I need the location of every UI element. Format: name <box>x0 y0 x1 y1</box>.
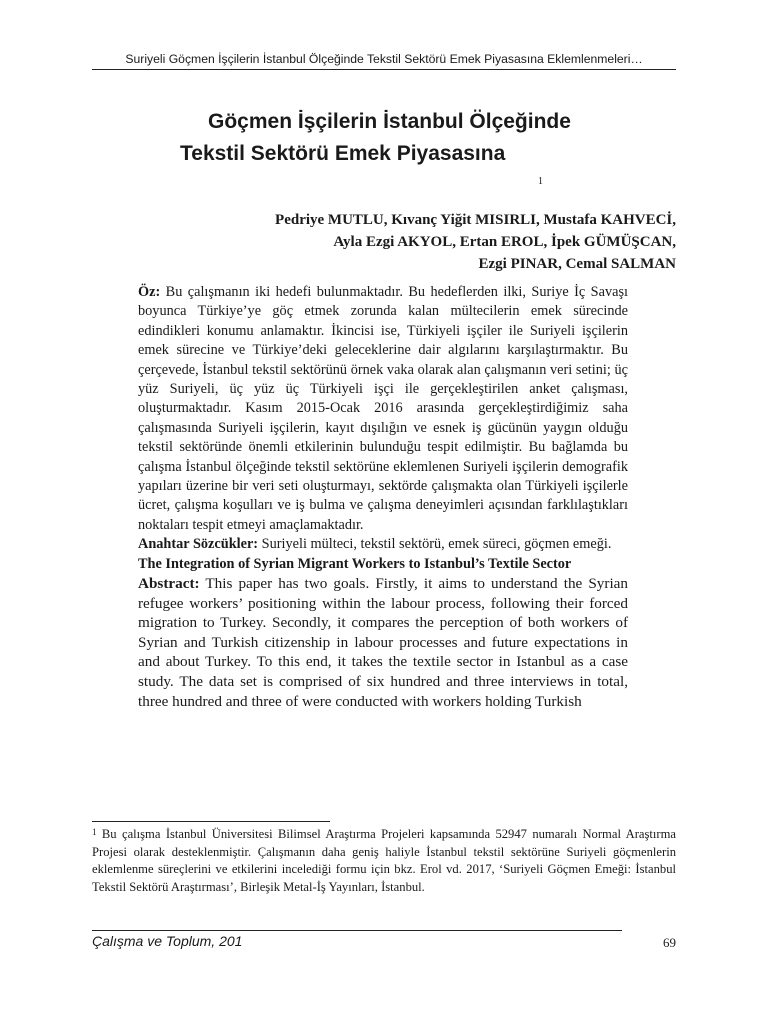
footnote-text: Bu çalışma İstanbul Üniversitesi Bilimsel Araştırma Projeleri kapsamında 52947 numaralı Normal Araştırma Projesi olarak desteklenmiştir. Çalışmanın daha geniş haliyle İstanbul tekstil sektörüne Suriyeli göçmenlerin eklemlenme süreçlerini ve etkilerini incelediği formu için bkz. Erol vd. 2017, ‘Suriyeli Göçmen Emeği: İstanbul Tekstil Sektörü Araştırması’, Birleşik Metal-İş Yayınları, İstanbul. <box>92 827 676 894</box>
title-line-1: Göçmen İşçilerin İstanbul Ölçeğinde <box>208 110 571 133</box>
title-footnote-marker: 1 <box>538 176 543 187</box>
footer-rule <box>92 930 622 931</box>
keywords-paragraph <box>138 535 628 554</box>
oz-label: Öz: <box>138 284 161 300</box>
footnote-number: 1 <box>92 827 97 837</box>
footnote-rule <box>92 821 330 822</box>
keywords-label: Anahtar Sözcükler: <box>138 536 259 553</box>
running-head: Suriyeli Göçmen İşçilerin İstanbul Ölçeğinde Tekstil Sektörü Emek Piyasasına Eklemlenmeleri… <box>125 52 643 66</box>
header-rule <box>92 69 676 70</box>
journal-name: Çalışma ve Toplum, 201 <box>92 933 243 949</box>
oz-text: Bu çalışmanın iki hedefi bulunmaktadır. Bu hedeflerden ilki, Suriye İç Savaşı boyunca Türkiye’ye göç etmek zorunda kalan mültecilerin emek sürecinde edindikleri konumu anlamaktır. İkincisi ise, Türkiyeli işçiler ile Suriyeli işçilerin emek sürecine ve Türkiye’deki geleceklerine dair algılarını karşılaştırmaktır. Bu çerçevede, İstanbul tekstil sektörünü örnek vaka olarak alan çalışmanın veri setini; üç yüz Suriyeli, üç yüz üç Türkiyeli işçi ile gerçekleştirilen anket çalışması, oluşturmaktadır. Kasım 2015-Ocak 2016 arasında gerçekleştirdiğimiz saha çalışmasında Suriyeli işçilerin, kayıt dışılığın ve esnek iş gücünün yaygın olduğu tekstil sektöründe önemli etkilerinin bulunduğu tespit edilmiştir. Bu bağlamda bu çalışma İstanbul ölçeğinde tekstil sektörüne eklemlenen Suriyeli işçilerin demografik yapıları üzerine bir veri seti oluşturmayı, sektörde çalışmakta olan Türkiyeli işçilerle ücret, çalışma koşulları ve iş bulma ve çalışma deneyimleri açısından farklılaştıkları noktaları tespit etmeyi amaçlamaktadır. <box>138 284 628 533</box>
author-line: Ayla Ezgi AKYOL, Ertan EROL, İpek GÜMÜŞCAN, <box>333 234 676 250</box>
title-line-2: Tekstil Sektörü Emek Piyasasına <box>180 142 506 165</box>
author-line: Pedriye MUTLU, Kıvanç Yiğit MISIRLI, Mustafa KAHVECİ, <box>275 212 676 228</box>
english-title: The Integration of Syrian Migrant Workers to Istanbul’s Textile Sector <box>138 555 572 572</box>
oz-paragraph <box>138 283 628 535</box>
page-number: 69 <box>663 935 676 950</box>
abstract-label: Abstract: <box>138 575 200 593</box>
author-line: Ezgi PINAR, Cemal SALMAN <box>478 256 676 272</box>
abstract-text: This paper has two goals. Firstly, it aims to understand the Syrian refugee workers’ positioning within the labour process, following their forced migration to Turkey. Secondly, it compares the perception of both workers of Syrian and Turkish citizenship in labour processes and future expectations in and about Turkey. To this end, it takes the textile sector in Istanbul as a case study. The data set is comprised of six hundred and three interviews in total, three hundred and three of were conducted with workers holding Turkish <box>138 575 628 710</box>
footnote <box>92 826 676 896</box>
article-title <box>160 106 676 170</box>
author-list <box>116 209 676 275</box>
article-body <box>138 283 628 711</box>
abstract-paragraph <box>138 574 628 711</box>
keywords-text: Suriyeli mülteci, tekstil sektörü, emek süreci, göçmen emeği. <box>258 536 612 553</box>
